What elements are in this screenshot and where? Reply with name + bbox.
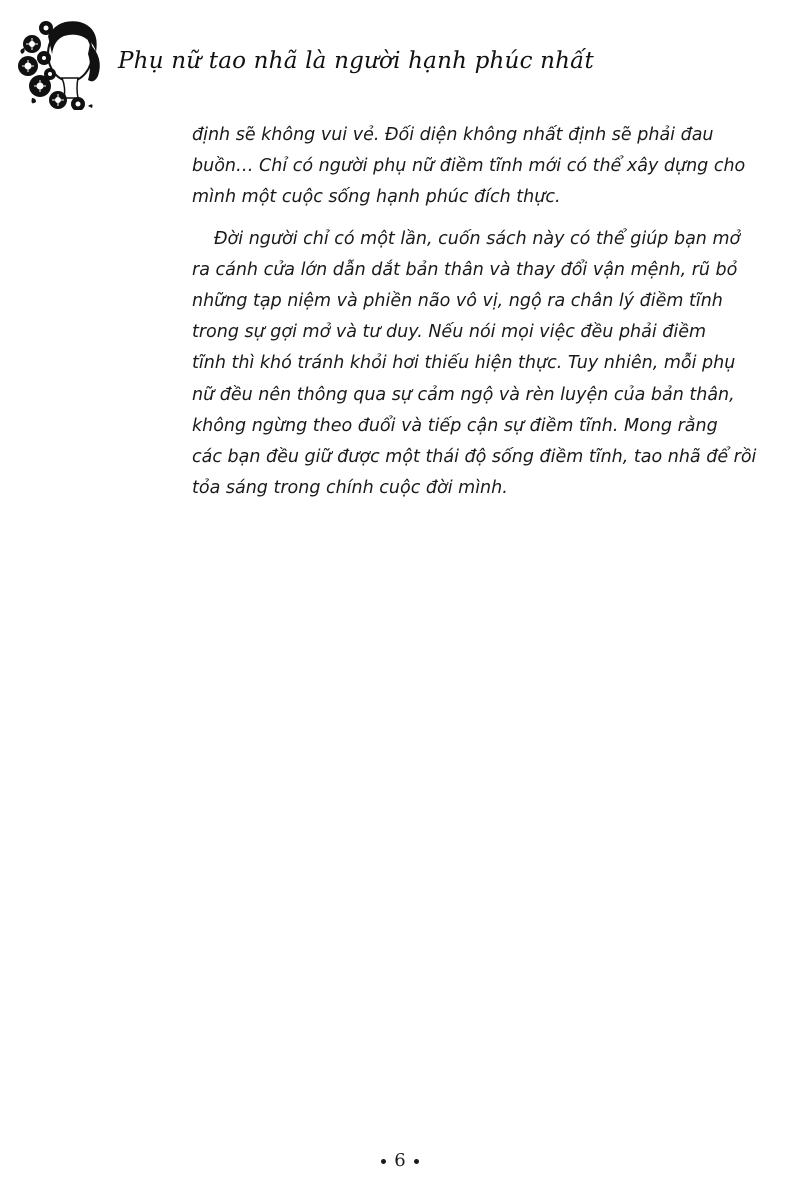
text-line: mình một cuộc sống hạnh phúc đích thực. xyxy=(192,187,561,208)
page-number xyxy=(0,1150,800,1171)
text-line: những tạp niệm và phiền não vô vị, ngộ ra chân lý điềm tĩnh xyxy=(192,291,723,312)
text-line: nữ đều nên thông qua sự cảm ngộ và rèn luyện của bản thân, xyxy=(192,384,735,405)
running-title: Phụ nữ tao nhã là người hạnh phúc nhất xyxy=(118,48,594,74)
dot-ornament-icon xyxy=(381,1159,386,1164)
text-line: các bạn đều giữ được một thái độ sống điềm tĩnh, tao nhã để rồi xyxy=(192,447,757,468)
flower-portrait-logo-icon xyxy=(18,14,114,110)
page-header xyxy=(18,14,778,110)
paragraph xyxy=(192,120,746,214)
body-text xyxy=(192,120,757,514)
page-number-value: 6 xyxy=(394,1150,406,1171)
text-line: không ngừng theo đuổi và tiếp cận sự điềm tĩnh. Mong rằng xyxy=(192,415,718,436)
text-line: định sẽ không vui vẻ. Đối diện không nhất định sẽ phải đau xyxy=(192,125,714,145)
text-line: Đời người chỉ có một lần, cuốn sách này có thể giúp bạn mở xyxy=(214,228,741,249)
text-line: buồn… Chỉ có người phụ nữ điềm tĩnh mới có thể xây dựng cho xyxy=(192,156,746,177)
text-line: tĩnh thì khó tránh khỏi hơi thiếu hiện thực. Tuy nhiên, mỗi phụ xyxy=(192,353,736,374)
paragraph xyxy=(192,224,757,505)
text-line: trong sự gợi mở và tư duy. Nếu nói mọi việc đều phải điềm xyxy=(192,322,707,343)
text-line: tỏa sáng trong chính cuộc đời mình. xyxy=(192,478,508,499)
dot-ornament-icon xyxy=(414,1159,419,1164)
text-line: ra cánh cửa lớn dẫn dắt bản thân và thay đổi vận mệnh, rũ bỏ xyxy=(192,259,738,280)
